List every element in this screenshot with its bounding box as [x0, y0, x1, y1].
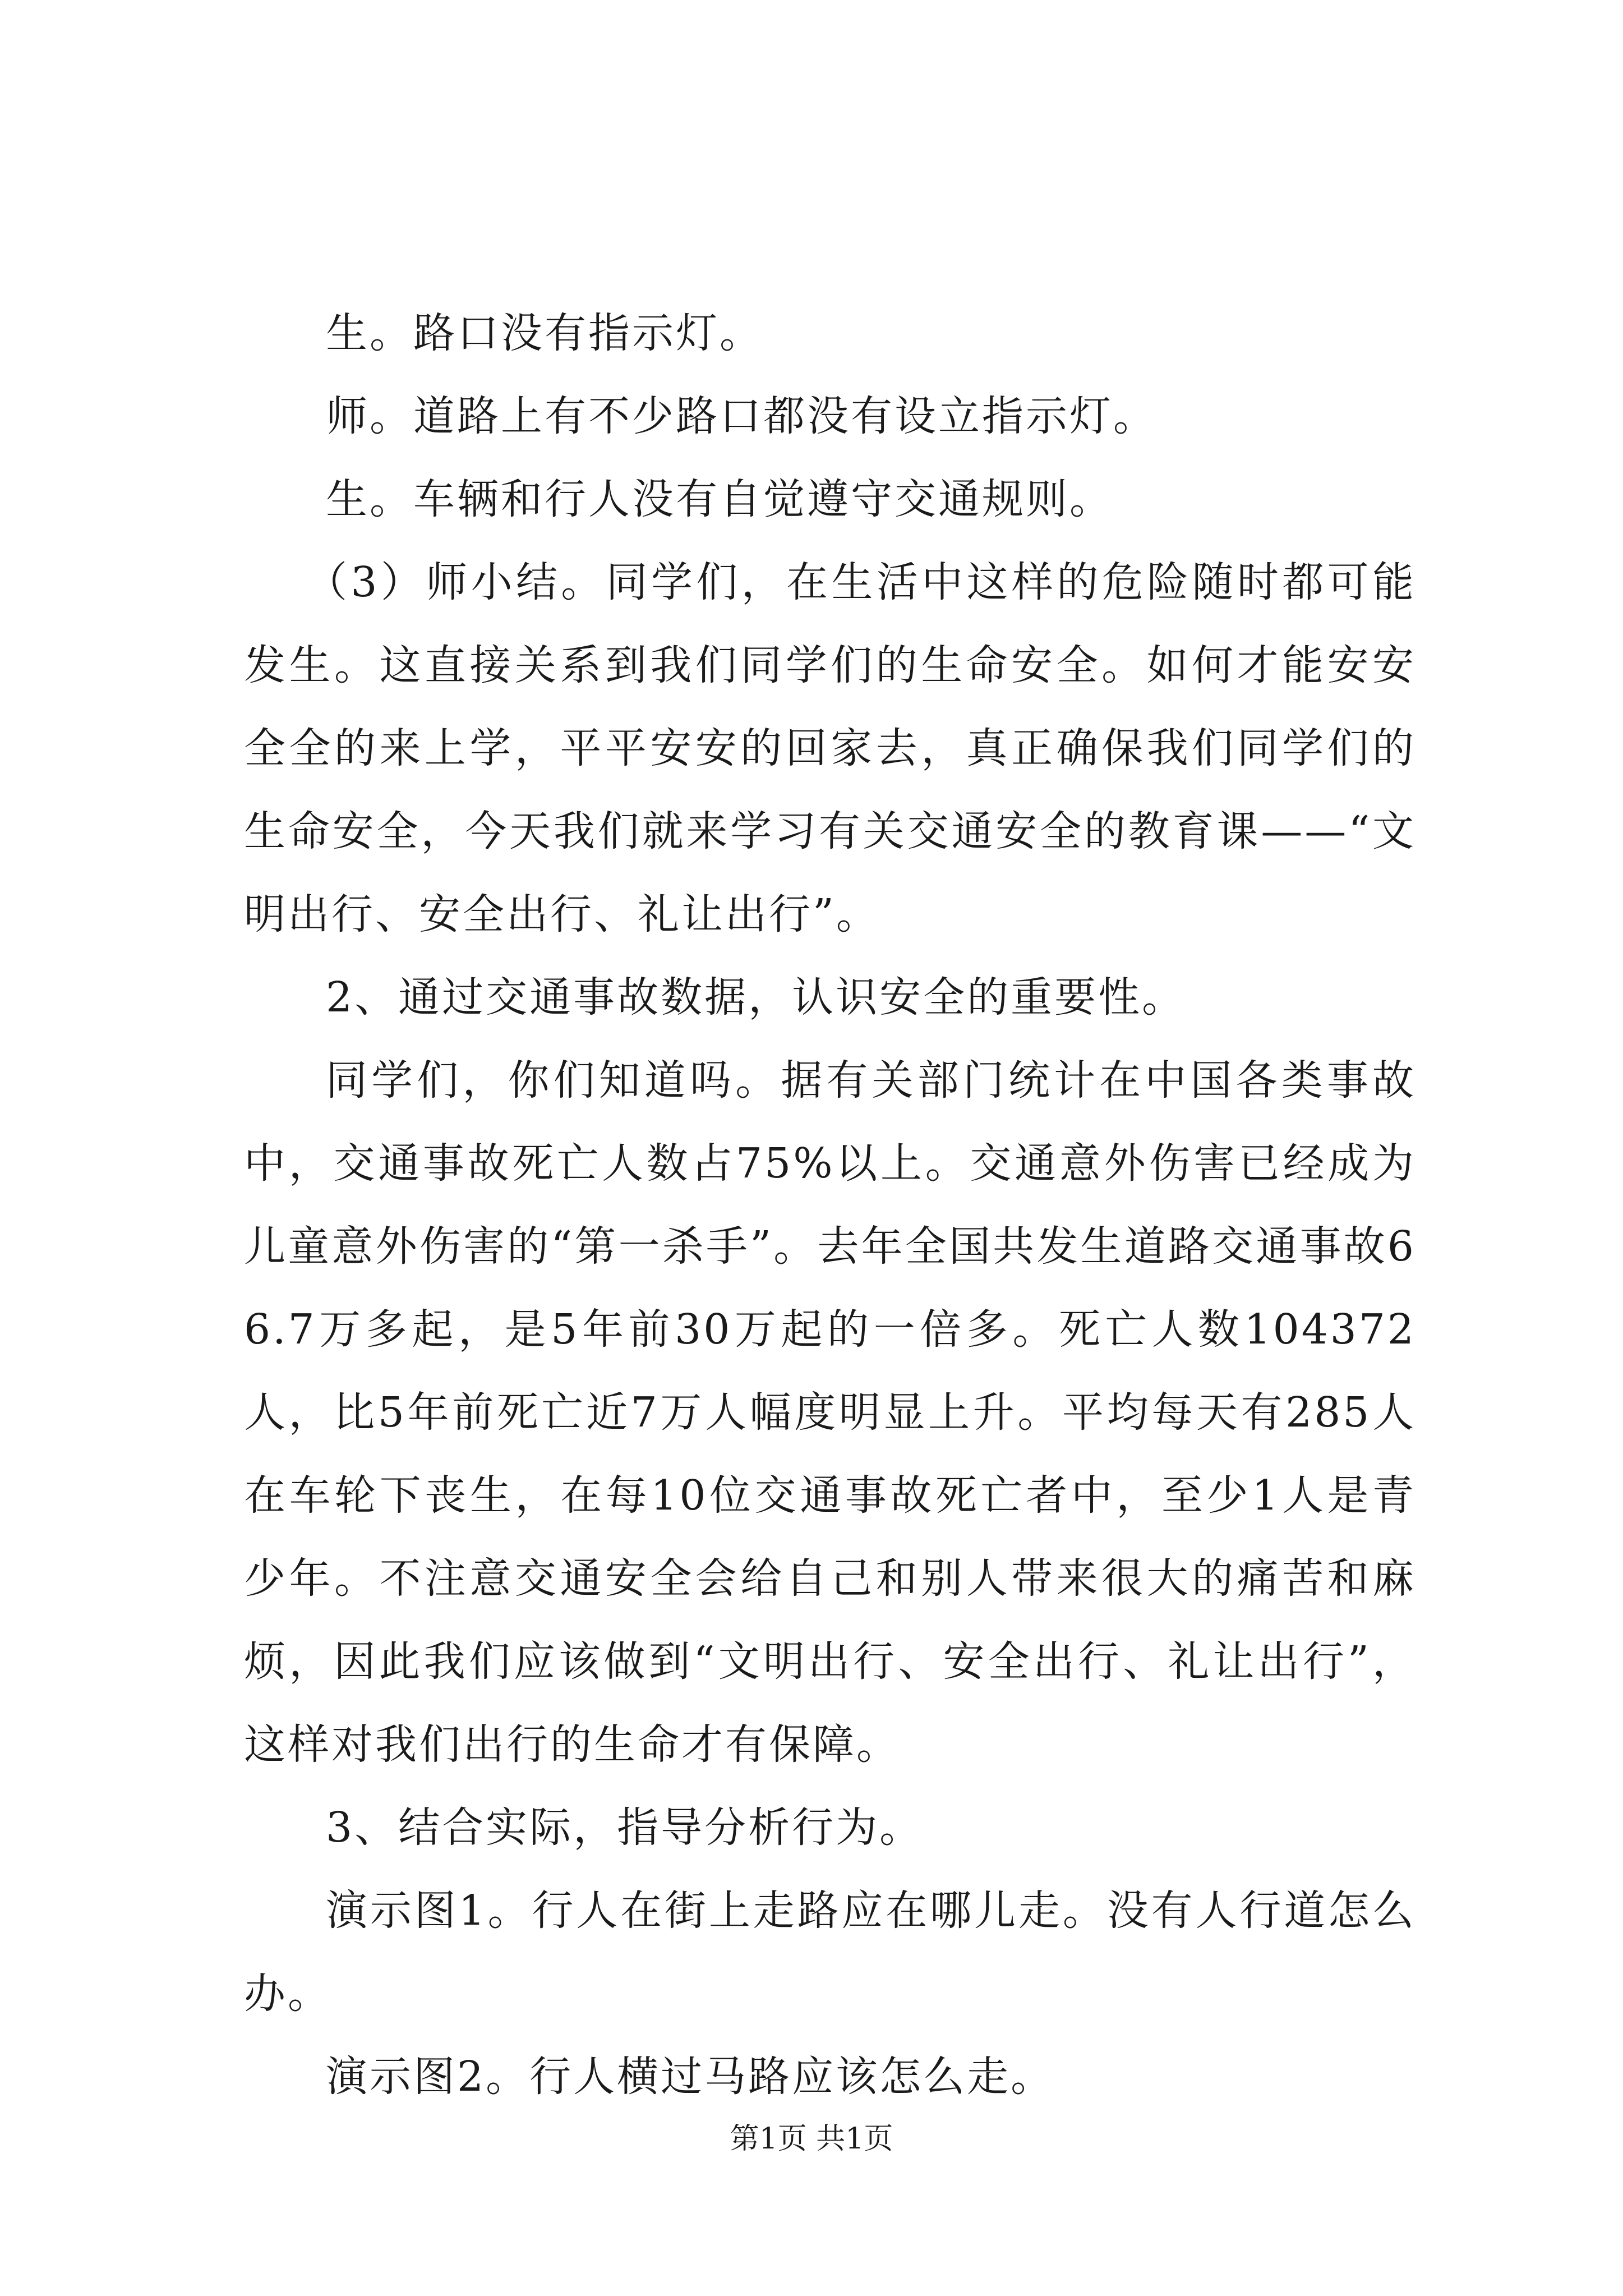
paragraph-4: （3）师小结。同学们，在生活中这样的危险随时都可能发生。这直接关系到我们同学们的生命安全。如何才能安安全全的来上学，平平安安的回家去，真正确保我们同学们的生命安全，今天我们就来学习有关交通安全的教育课——“文明出行、安全出行、礼让出行”。	[244, 558, 1416, 938]
document-body	[244, 292, 1416, 2118]
paragraph-9: 演示图2。行人横过马路应该怎么走。	[326, 2053, 1055, 2101]
paragraph-8: 演示图1。行人在街上走路应在哪儿走。没有人行道怎么办。	[244, 1887, 1416, 2018]
paragraph-3: 生。车辆和行人没有自觉遵守交通规则。	[326, 475, 1113, 523]
paragraph-5: 2、通过交通事故数据，认识安全的重要性。	[326, 973, 1186, 1022]
paragraph-2: 师。道路上有不少路口都没有设立指示灯。	[326, 392, 1157, 440]
page-footer: 第1页 共1页	[730, 2122, 893, 2156]
paragraph-6: 同学们，你们知道吗。据有关部门统计在中国各类事故中，交通事故死亡人数占75%以上。交通意外伤害已经成为儿童意外伤害的“第一杀手”。去年全国共发生道路交通事故66.7万多起，是5年前30万起的一倍多。死亡人数104372人，比5年前死亡近7万人幅度明显上升。平均每天有285人在车轮下丧生，在每10位交通事故死亡者中，至少1人是青少年。不注意交通安全会给自己和别人带来很大的痛苦和麻烦，因此我们应该做到“文明出行、安全出行、礼让出行”，这样对我们出行的生命才有保障。	[244, 1056, 1416, 1769]
paragraph-1: 生。路口没有指示灯。	[326, 309, 763, 357]
paragraph-7: 3、结合实际，指导分析行为。	[326, 1803, 924, 1852]
